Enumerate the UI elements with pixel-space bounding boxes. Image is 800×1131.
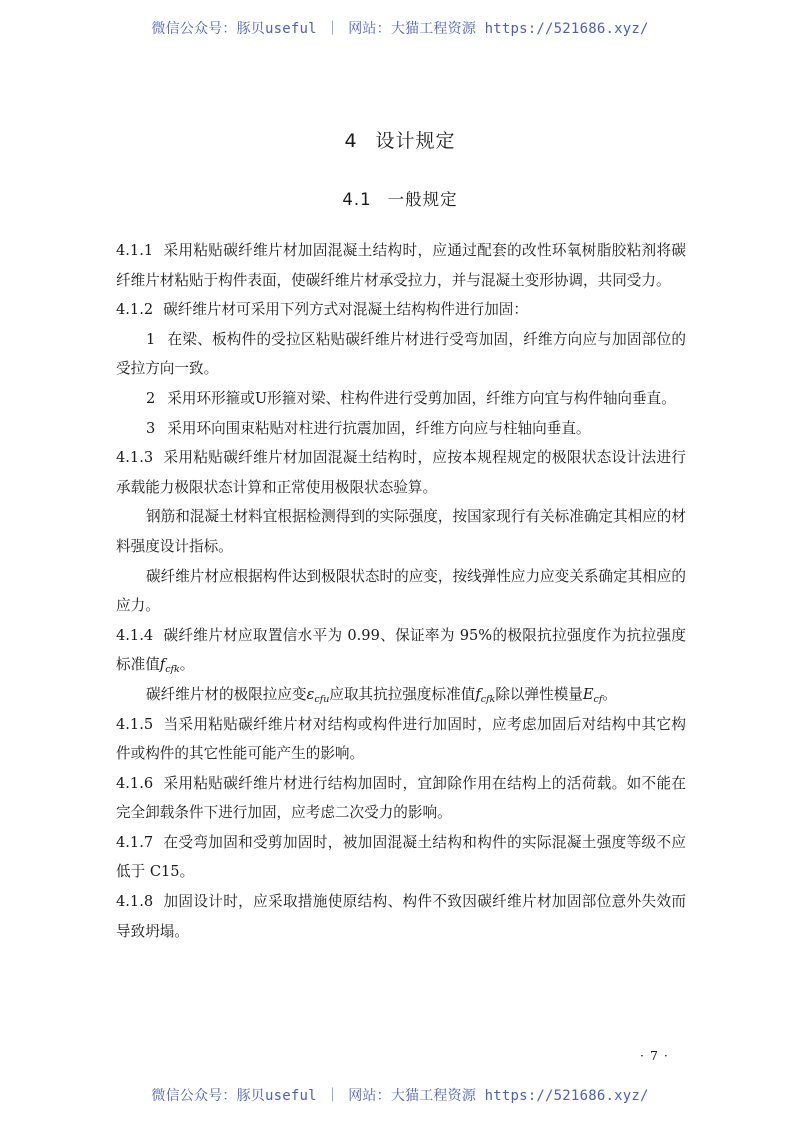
symbol-E-subscript: cf [593, 693, 603, 705]
clause-4-1-5 [116, 710, 686, 769]
clause-text: 采用粘贴碳纤维片材加固混凝土结构时，应通过配套的改性环氧树脂胶粘剂将碳纤维片材粘贴于构件表面，使碳纤维片材承受拉力，并与混凝土变形协调，共同受力。 [116, 242, 686, 289]
text-segment: 碳纤维片材的极限拉应变 [146, 685, 307, 703]
list-item [116, 325, 686, 384]
item-text: 采用环形箍或U形箍对梁、柱构件进行受剪加固，纤维方向宜与构件轴向垂直。 [167, 389, 676, 407]
clause-4-1-3 [116, 443, 686, 502]
section-number: 4.1 [342, 190, 372, 209]
paragraph: 碳纤维片材应根据构件达到极限状态时的应变，按线弹性应力应变关系确定其相应的应力。 [116, 567, 686, 615]
item-text: 采用环向围束粘贴对柱进行抗震加固，纤维方向应与柱轴向垂直。 [167, 419, 591, 437]
clause-text: 采用粘贴碳纤维片材加固混凝土结构时，应按本规程规定的极限状态设计法进行承载能力极限状态计算和正常使用极限状态验算。 [116, 449, 686, 496]
clause-text: 在受弯加固和受剪加固时，被加固混凝土结构和构件的实际混凝土强度等级不应低于 C15。 [116, 833, 686, 881]
chapter-number: 4 [344, 130, 358, 152]
clause-4-1-6 [116, 769, 686, 828]
clause-number: 4.1.2 [116, 301, 154, 319]
clause-number: 4.1.5 [116, 715, 154, 733]
chapter-title-text: 设计规定 [375, 130, 456, 152]
chapter-title [0, 126, 800, 153]
text-segment: 应取其抗拉强度标准值 [329, 685, 476, 703]
clause-number: 4.1.1 [116, 242, 154, 259]
document-body [116, 236, 686, 946]
clause-text: 碳纤维片材应取置信水平为 0.99、保证率为 95%的极限抗拉强度作为抗拉强度标准值 [116, 626, 686, 674]
clause-4-1-7 [116, 828, 686, 887]
item-text: 在梁、板构件的受拉区粘贴碳纤维片材进行受弯加固，纤维方向应与加固部位的受拉方向一致。 [116, 330, 686, 378]
symbol-epsilon-subscript: cfu [314, 693, 330, 705]
watermark-top: 微信公众号：豚贝useful ｜ 网站：大猫工程资源 https://521686.xyz/ [151, 21, 649, 37]
item-number: 3 [146, 419, 156, 437]
symbol-E: E [582, 685, 594, 703]
item-number: 1 [146, 330, 156, 348]
clause-text-end: 。 [179, 656, 195, 674]
clause-text: 碳纤维片材可采用下列方式对混凝土结构构件进行加固： [163, 301, 528, 319]
symbol-f-subscript: cfk [480, 693, 496, 705]
clause-number: 4.1.3 [116, 449, 154, 467]
symbol-epsilon: ε [306, 685, 315, 703]
list-item [116, 384, 686, 414]
clause-number: 4.1.8 [116, 893, 154, 911]
symbol-f: f [159, 656, 166, 674]
clause-text: 当采用粘贴碳纤维片材对结构或构件进行加固时，应考虑加固后对结构中其它构件或构件的其它性能可能产生的影响。 [116, 715, 686, 763]
clause-4-1-8 [116, 887, 686, 946]
symbol-f: f [475, 685, 481, 703]
item-number: 2 [146, 389, 156, 407]
clause-4-1-2 [116, 295, 686, 325]
clause-text: 采用粘贴碳纤维片材进行结构加固时，宜卸除作用在结构上的活荷载。如不能在完全卸载条件下进行加固，应考虑二次受力的影响。 [116, 774, 686, 822]
list-item [116, 414, 686, 444]
paragraph: 钢筋和混凝土材料宜根据检测得到的实际强度，按国家现行有关标准确定其相应的材料强度设计指标。 [116, 508, 686, 555]
symbol-f-subscript: cfk [165, 664, 180, 676]
clause-4-1-4 [116, 621, 686, 680]
clause-number: 4.1.6 [116, 774, 154, 792]
section-title [0, 186, 800, 210]
clause-number: 4.1.7 [116, 833, 154, 851]
clause-number: 4.1.4 [116, 626, 154, 644]
page-number: · 7 · [640, 1048, 669, 1063]
clause-4-1-1 [116, 236, 686, 295]
watermark-bottom: 微信公众号：豚贝useful ｜ 网站：大猫工程资源 https://521686.xyz/ [151, 1088, 649, 1104]
section-title-text: 一般规定 [387, 190, 458, 209]
text-segment: 除以弹性模量 [495, 685, 583, 703]
clause-text: 加固设计时，应采取措施使原结构、构件不致因碳纤维片材加固部位意外失效而导致坍塌。 [116, 893, 686, 940]
text-segment: 。 [602, 685, 617, 703]
paragraph [116, 680, 686, 710]
